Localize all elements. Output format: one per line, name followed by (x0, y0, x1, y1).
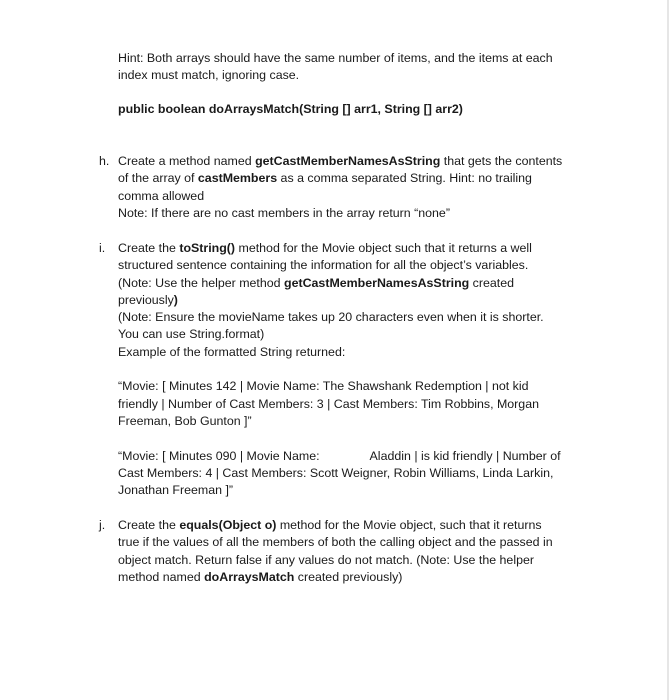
example-2-line-1-a: “Movie: [ Minutes 090 | Movie Name: (118, 448, 320, 463)
item-i-line-3-post: created (469, 275, 515, 290)
item-j-line-3: object match. Return false if any values do not match. (Note: Use the helper (118, 552, 534, 567)
item-i-line-1-pre: Create the (118, 241, 180, 255)
item-h-line-2-pre: of the array of (118, 171, 198, 186)
example-2-line-1-b: Aladdin | is kid friendly | Number of (369, 448, 561, 463)
item-h-line-2 (118, 170, 599, 187)
item-i-line-6: You can use String.format) (118, 327, 265, 342)
item-j-line-4-post: created previously) (294, 569, 403, 584)
item-h-line-4: Note: If there are no cast members in the array return “none” (118, 205, 450, 220)
item-i-line-5: (Note: Ensure the movieName takes up 20 characters even when it is shorter. (118, 310, 544, 325)
item-j-line-4-pre: method named (118, 569, 205, 584)
item-j-line-1-pre: Create the (118, 518, 180, 532)
example-2-line-1 (118, 448, 599, 465)
list-marker-h: h. (99, 154, 110, 168)
item-j-line-1-post: method for the Movie object, such that it returns (276, 518, 542, 532)
signature-text: public boolean doArraysMatch(String [] arr1, String [] arr2) (118, 102, 463, 116)
item-h-method-name: getCastMemberNamesAsString (255, 154, 441, 168)
item-h-line-1-pre: Create a method named (118, 154, 256, 168)
item-i-line-2: structured sentence containing the information for all the object’s variables. (118, 258, 529, 273)
item-i-method-name: toString() (179, 241, 236, 255)
example-1-line-3: Freeman, Bob Gunton ]” (118, 413, 252, 428)
item-j-line-1 (118, 517, 599, 534)
item-i-line-4-text: previously (118, 292, 174, 307)
hint-line-2: index must match, ignoring case. (118, 68, 300, 83)
item-j-line-2: true if the values of all the members of both the calling object and the passed in (118, 535, 553, 550)
item-h-line-1 (118, 153, 599, 170)
hint-line-1: Hint: Both arrays should have the same number of items, and the items at each (118, 51, 553, 65)
example-1-line-2: friendly | Number of Cast Members: 3 | Cast Members: Tim Robbins, Morgan (118, 396, 539, 411)
list-marker-i: i. (99, 241, 106, 255)
item-h-array-name: castMembers (197, 171, 278, 186)
item-h-line-1-post: that gets the contents (440, 154, 563, 168)
item-j-helper-name: doArraysMatch (204, 569, 295, 584)
list-item-h-body (118, 153, 599, 222)
example-2-line-2: Cast Members: 4 | Cast Members: Scott Weigner, Robin Williams, Linda Larkin, (118, 465, 554, 480)
item-i-line-1 (118, 240, 599, 257)
item-h-line-2-post: as a comma separated String. Hint: no trailing (277, 171, 532, 186)
item-h-line-3: comma allowed (118, 188, 205, 203)
item-i-line-4 (118, 292, 599, 309)
item-j-method-name: equals(Object o) (179, 518, 277, 532)
item-i-line-3 (118, 275, 599, 292)
example-2-line-3: Jonathan Freeman ]” (118, 483, 234, 498)
example-1-line-1: “Movie: [ Minutes 142 | Movie Name: The Shawshank Redemption | not kid (118, 379, 529, 394)
item-j-line-4 (118, 569, 599, 586)
list-marker-j: j. (99, 518, 106, 532)
item-i-line-7: Example of the formatted String returned: (118, 344, 346, 359)
item-i-line-3-pre: (Note: Use the helper method (118, 275, 284, 290)
method-signature (118, 101, 598, 118)
item-i-line-1-post: method for the Movie object such that it returns a well (235, 241, 532, 255)
item-i-helper-name: getCastMemberNamesAsString (284, 275, 470, 290)
list-item-j-body (118, 517, 599, 586)
hint-paragraph (118, 50, 598, 85)
item-i-line-4-paren: ) (173, 292, 178, 307)
list-item-i-body (118, 240, 599, 499)
